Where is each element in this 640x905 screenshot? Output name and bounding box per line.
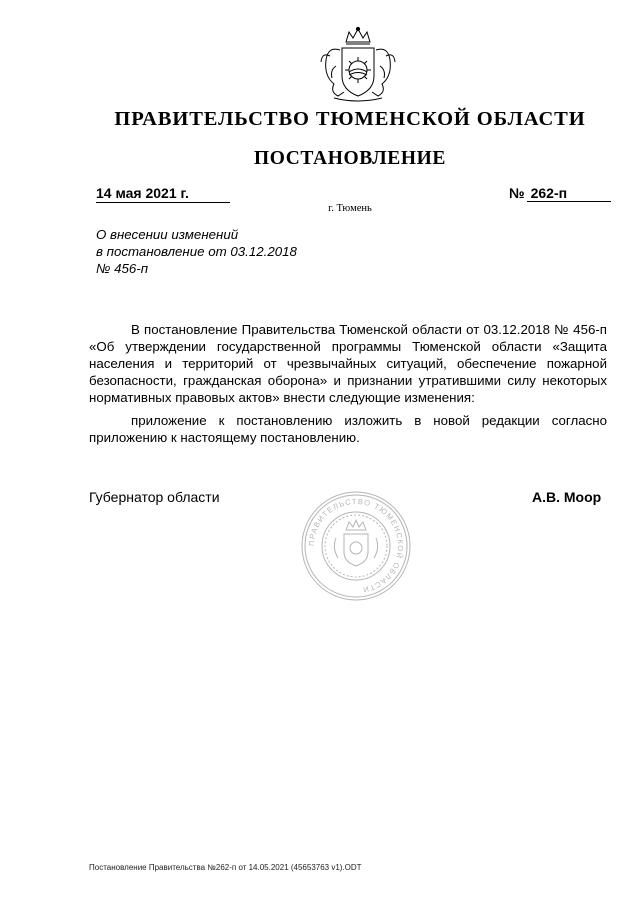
document-type-title: ПОСТАНОВЛЕНИЕ xyxy=(253,148,447,169)
document-date: 14 мая 2021 г. xyxy=(96,185,230,203)
document-number-block xyxy=(509,185,611,202)
coat-of-arms-icon xyxy=(316,26,400,104)
document-subject xyxy=(96,226,297,277)
body-paragraph-1: В постановление Правительства Тюменской области от 03.12.2018 № 456-п «Об утверждении государственной программы Тюменской области «Защита населения и территорий от чрезвычайных ситуаций, обеспечение пожарной безопасности, гражданская оборона» и признании утратившими силу некоторых нормативных правовых актов» внести следующие изменения: xyxy=(89,322,607,405)
government-title: ПРАВИТЕЛЬСТВО ТЮМЕНСКОЙ ОБЛАСТИ xyxy=(114,108,586,130)
subject-line-2: в постановление от 03.12.2018 xyxy=(96,244,297,259)
document-city: г. Тюмень xyxy=(328,203,372,214)
signatory-position: Губернатор области xyxy=(89,489,220,505)
subject-line-3: № 456-п xyxy=(96,261,149,276)
document-body xyxy=(89,321,607,452)
subject-line-1: О внесении изменений xyxy=(96,227,239,242)
signatory-name: А.В. Моор xyxy=(532,489,602,505)
body-paragraph-2: приложение к постановлению изложить в новой редакции согласно приложению к настоящему постановлению. xyxy=(89,413,607,445)
official-seal-icon xyxy=(300,490,412,602)
document-number: 262-п xyxy=(527,185,611,202)
seal-text: ПРАВИТЕЛЬСТВО ТЮМЕНСКОЙ ОБЛАСТИ xyxy=(306,496,406,595)
document-footer: Постановление Правительства №262-п от 14.05.2021 (45653763 v1).ODT xyxy=(89,863,362,872)
number-label: № xyxy=(509,185,525,201)
